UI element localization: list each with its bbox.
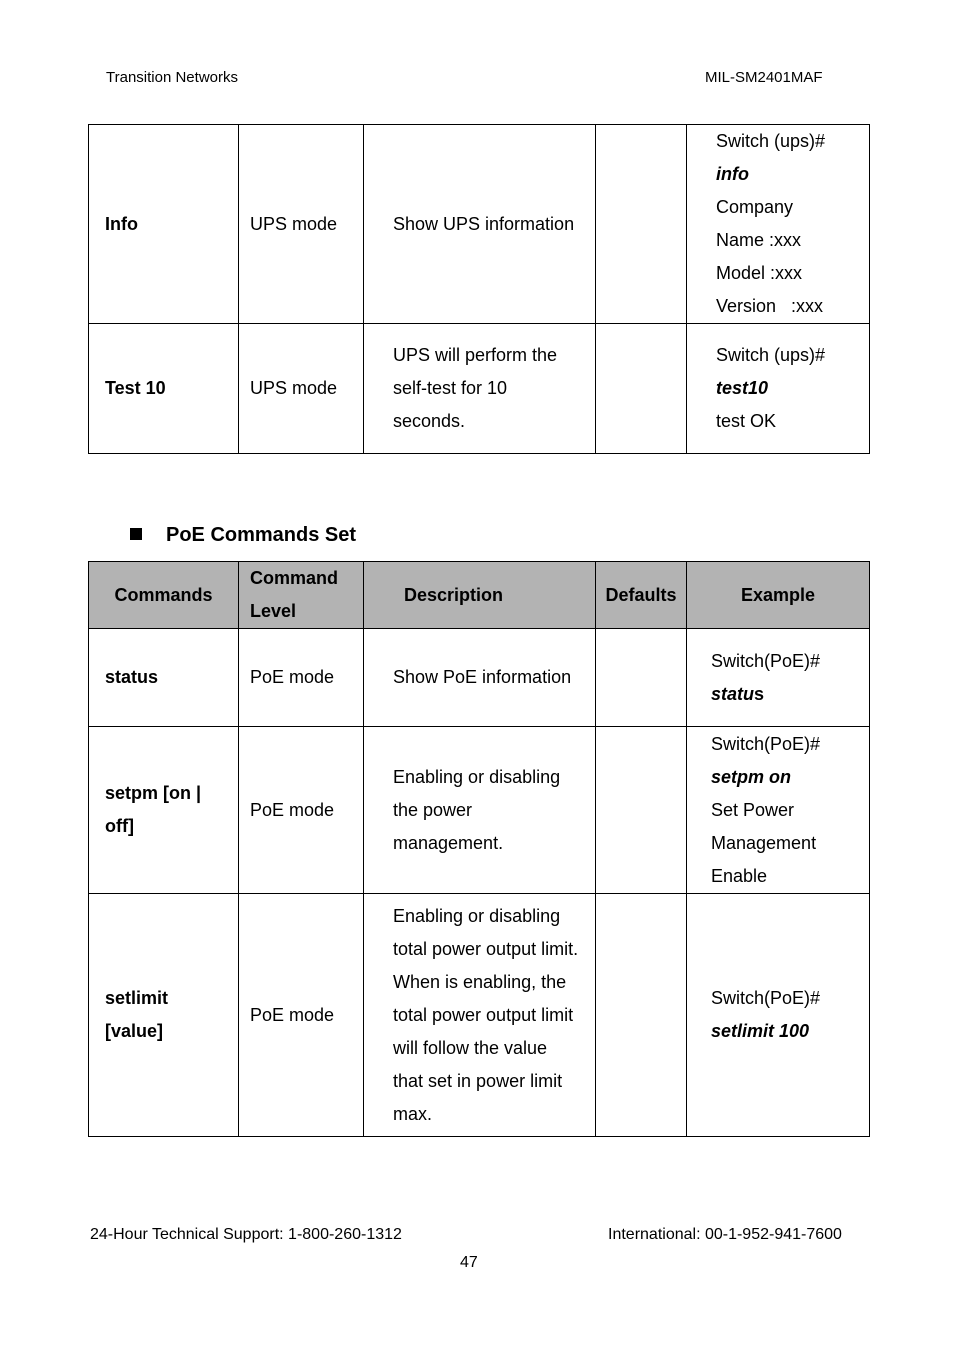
square-bullet-icon	[130, 528, 142, 540]
example-command: test10	[716, 378, 769, 398]
header-level-line: Level	[250, 601, 297, 621]
header-commands: Commands	[89, 562, 239, 629]
table-row	[89, 629, 870, 727]
header-company: Transition Networks	[106, 69, 238, 86]
description-line: total power output limit.	[393, 938, 579, 959]
description-line: Enabling or disabling	[393, 905, 561, 926]
table-row	[89, 125, 870, 324]
example-command: info	[716, 164, 749, 184]
description-line: total power output limit	[393, 1004, 574, 1025]
level-cell: UPS mode	[239, 324, 364, 454]
description-line: UPS will perform the	[393, 345, 558, 365]
description-cell	[364, 727, 596, 894]
description-line: that set in power limit	[393, 1070, 563, 1091]
example-line: Version :xxx	[716, 296, 824, 316]
command-cell	[89, 894, 239, 1137]
example-line: Name :xxx	[716, 230, 802, 250]
level-cell: PoE mode	[239, 629, 364, 727]
example-command-tail: s	[754, 683, 765, 704]
example-prompt: Switch(PoE)#	[711, 988, 821, 1008]
table-row	[89, 324, 870, 454]
defaults-cell	[596, 727, 687, 894]
example-line: Set Power	[711, 799, 795, 820]
command-cell	[89, 727, 239, 894]
description-line: self-test for 10	[393, 378, 508, 398]
example-line: test OK	[716, 411, 777, 431]
description-line: the power	[393, 799, 473, 820]
example-cell	[687, 125, 870, 324]
description-cell	[364, 894, 596, 1137]
example-line: Model :xxx	[716, 263, 803, 283]
example-cell	[687, 629, 870, 727]
footer-international: International: 00-1-952-941-7600	[608, 1226, 842, 1243]
example-prompt: Switch(PoE)#	[711, 650, 821, 671]
defaults-cell	[596, 894, 687, 1137]
description-line: Show PoE information	[393, 667, 572, 687]
example-command: setlimit 100	[711, 1021, 810, 1041]
example-cell	[687, 324, 870, 454]
table-row	[89, 727, 870, 894]
description-line: management.	[393, 832, 504, 853]
description-cell	[364, 324, 596, 454]
example-line: Switch (ups)#	[716, 345, 826, 365]
level-cell: UPS mode	[239, 125, 364, 324]
description-cell	[364, 125, 596, 324]
command-cell: Test 10	[89, 324, 239, 454]
description-line: Enabling or disabling	[393, 766, 561, 787]
poe-commands-table	[88, 561, 870, 1137]
example-line: Management	[711, 832, 817, 853]
command-cell: Info	[89, 125, 239, 324]
header-level-line: Command	[250, 568, 339, 588]
example-line: Enable	[711, 865, 768, 886]
example-prompt: Switch(PoE)#	[711, 733, 821, 754]
example-line: Switch (ups)#	[716, 131, 826, 151]
level-cell: PoE mode	[239, 894, 364, 1137]
command-line: status	[105, 667, 159, 687]
description-line: seconds.	[393, 411, 466, 431]
command-line: off]	[105, 816, 134, 836]
header-model: MIL-SM2401MAF	[705, 69, 823, 86]
defaults-cell	[596, 125, 687, 324]
example-command-italic: statu	[711, 683, 755, 704]
page-number: 47	[460, 1254, 478, 1271]
table-header-row	[89, 562, 870, 629]
defaults-cell	[596, 629, 687, 727]
header-command-level	[239, 562, 364, 629]
command-cell	[89, 629, 239, 727]
table-row	[89, 894, 870, 1137]
defaults-cell	[596, 324, 687, 454]
header-example: Example	[687, 562, 870, 629]
header-description: Description	[364, 562, 596, 629]
example-cell	[687, 894, 870, 1137]
level-cell: PoE mode	[239, 727, 364, 894]
ups-commands-table	[88, 124, 870, 454]
description-line: will follow the value	[393, 1037, 548, 1058]
command-line: setlimit	[105, 988, 169, 1008]
description-line: Show UPS information	[393, 213, 575, 234]
command-line: setpm [on |	[105, 783, 202, 803]
header-defaults: Defaults	[596, 562, 687, 629]
description-line: When is enabling, the	[393, 971, 567, 992]
description-cell	[364, 629, 596, 727]
example-command: setpm on	[711, 766, 792, 787]
description-line: max.	[393, 1103, 433, 1124]
footer-support: 24-Hour Technical Support: 1-800-260-1312	[90, 1226, 402, 1243]
command-line: [value]	[105, 1021, 164, 1041]
section-title: PoE Commands Set	[166, 524, 357, 546]
example-line: Company	[716, 197, 794, 217]
example-cell	[687, 727, 870, 894]
example-command	[711, 678, 869, 711]
section-heading	[130, 524, 356, 547]
